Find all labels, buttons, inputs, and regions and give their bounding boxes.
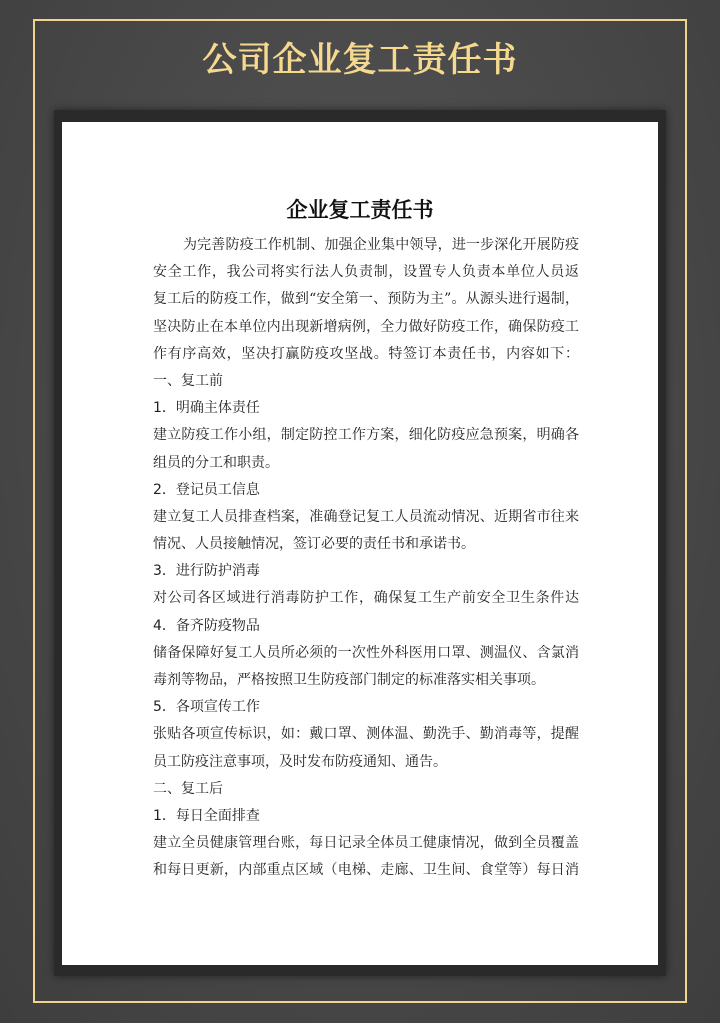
paragraph-line: 为完善防疫工作机制、加强企业集中领导，进一步深化开展防疫 xyxy=(183,237,579,253)
paragraph-line: 储备保障好复工人员所必须的一次性外科医用口罩、测温仪、含氯消 xyxy=(153,644,579,661)
document-page xyxy=(62,122,658,965)
paragraph-line: 建立防疫工作小组，制定防控工作方案，细化防疫应急预案，明确各 xyxy=(153,427,579,444)
paragraph-line: 建立复工人员排查档案，准确登记复工人员流动情况、近期省市往来 xyxy=(153,508,579,525)
paragraph-line: 对公司各区域进行消毒防护工作，确保复工生产前安全卫生条件达 xyxy=(153,590,579,607)
section-heading: 1．明确主体责任 xyxy=(153,400,260,417)
banner-title: 公司企业复工责任书 xyxy=(202,40,518,80)
paragraph-line: 坚决防止在本单位内出现新增病例，全力做好防疫工作，确保防疫工 xyxy=(153,318,579,335)
paragraph-line: 建立全员健康管理台账，每日记录全体员工健康情况，做到全员覆盖 xyxy=(153,835,579,852)
paragraph-line: 情况、人员接触情况，签订必要的责任书和承诺书。 xyxy=(153,536,475,553)
paragraph-line: 组员的分工和职责。 xyxy=(153,454,279,471)
paragraph-line: 复工后的防疫工作，做到“安全第一、预防为主”。从源头进行遏制， xyxy=(153,291,579,308)
paragraph-line: 员工防疫注意事项，及时发布防疫通知、通告。 xyxy=(153,753,447,770)
paragraph-line: 安全工作，我公司将实行法人负责制，设置专人负责本单位人员返 xyxy=(153,264,579,281)
section-heading: 一、复工前 xyxy=(153,372,223,389)
section-heading: 二、复工后 xyxy=(153,780,223,797)
section-heading: 4．备齐防疫物品 xyxy=(153,617,260,634)
section-heading: 5．各项宣传工作 xyxy=(153,699,260,716)
section-heading: 2．登记员工信息 xyxy=(153,481,260,498)
section-heading: 1．每日全面排查 xyxy=(153,807,260,824)
paragraph-line: 和每日更新，内部重点区域（电梯、走廊、卫生间、食堂等）每日消 xyxy=(153,862,579,879)
document-title: 企业复工责任书 xyxy=(286,197,434,222)
paragraph-line: 毒剂等物品，严格按照卫生防疫部门制定的标准落实相关事项。 xyxy=(153,672,545,688)
section-heading: 3．进行防护消毒 xyxy=(153,563,260,580)
document-body xyxy=(153,232,579,885)
paragraph-line: 张贴各项宣传标识，如：戴口罩、测体温、勤洗手、勤消毒等，提醒 xyxy=(153,726,579,743)
paragraph-line: 作有序高效，坚决打赢防疫攻坚战。特签订本责任书，内容如下： xyxy=(153,345,579,362)
